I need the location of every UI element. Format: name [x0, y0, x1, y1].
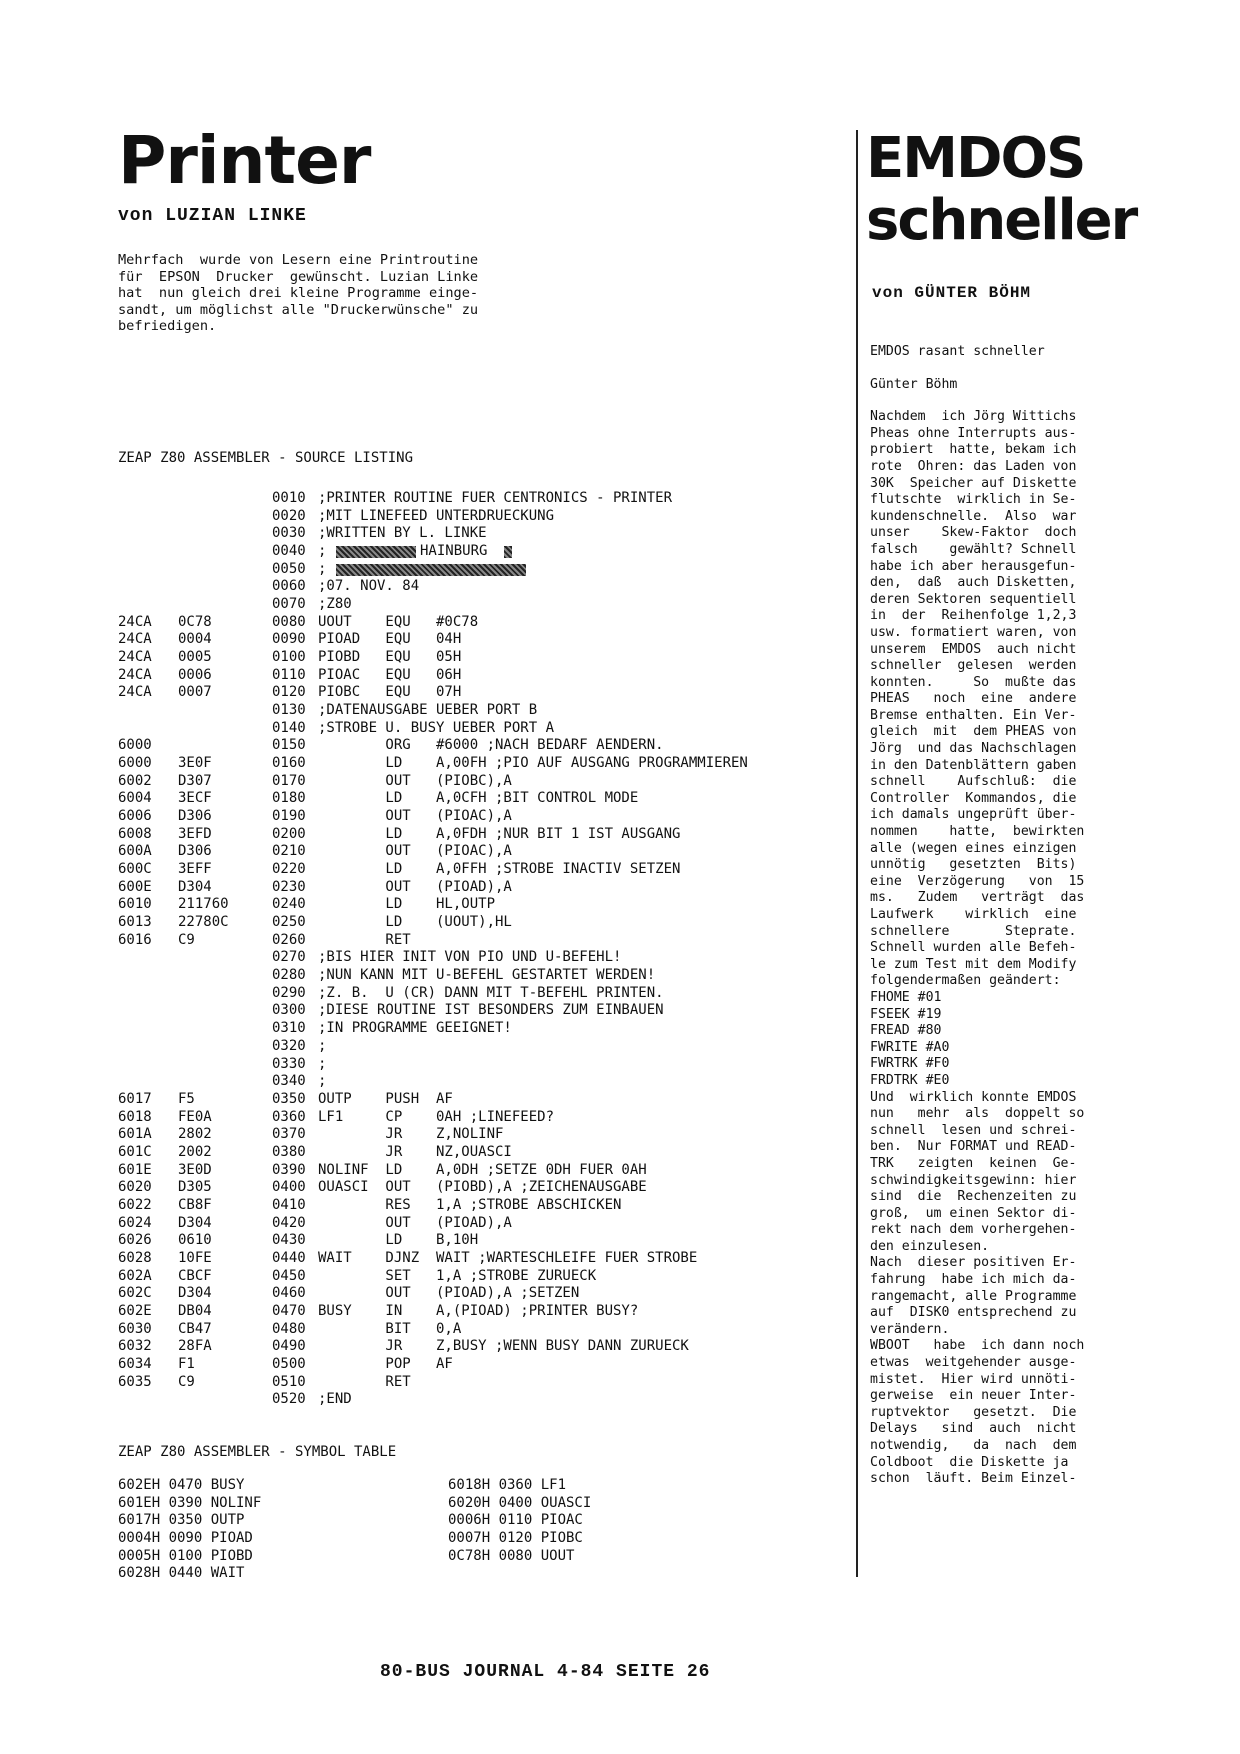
listing-line-number: 0030 — [272, 525, 306, 542]
listing-machine-code: FE0A — [178, 1108, 212, 1125]
body-line: unser Skew-Faktor doch — [870, 525, 1077, 541]
listing-source: PIOBC EQU 07H — [318, 684, 462, 701]
listing-machine-code: D304 — [178, 1285, 212, 1302]
listing-address: 6017 — [118, 1090, 152, 1107]
listing-address: 600E — [118, 878, 152, 895]
body-line: FSEEK #19 — [870, 1006, 942, 1022]
listing-source: LD A,0FFH ;STROBE INACTIV SETZEN — [318, 861, 681, 878]
listing-machine-code: 3EFF — [178, 861, 212, 878]
listing-source: JR Z,BUSY ;WENN BUSY DANN ZURUECK — [318, 1338, 689, 1355]
body-line: unserem EMDOS auch nicht — [870, 641, 1077, 657]
listing-machine-code: D307 — [178, 772, 212, 789]
body-line: notwendig, da nach dem — [870, 1438, 1077, 1453]
listing-address: 6018 — [118, 1108, 152, 1125]
body-line: in der Reihenfolge 1,2,3 — [870, 608, 1077, 624]
listing-machine-code: 2802 — [178, 1126, 212, 1143]
listing-line-number: 0210 — [272, 843, 306, 860]
listing-source: POP AF — [318, 1355, 453, 1372]
listing-source: PIOAC EQU 06H — [318, 666, 462, 683]
listing-machine-code: 0610 — [178, 1232, 212, 1249]
listing-machine-code: 10FE — [178, 1249, 212, 1266]
body-line: Delays sind auch nicht — [870, 1421, 1077, 1437]
listing-source: WAIT DJNZ WAIT ;WARTESCHLEIFE FUER STROBE — [318, 1249, 698, 1266]
listing-machine-code: D306 — [178, 843, 212, 860]
body-line: schnell Aufschluß: die — [870, 774, 1077, 790]
listing-line-number: 0010 — [272, 490, 306, 506]
listing-source: ; — [318, 560, 327, 577]
body-line: FHOME #01 — [870, 989, 942, 1005]
listing-line-number: 0480 — [272, 1320, 306, 1337]
body-line: Jörg und das Nachschlagen — [870, 741, 1077, 757]
body-line: FWRITE #A0 — [870, 1039, 950, 1055]
listing-machine-code: D304 — [178, 1214, 212, 1231]
listing-address: 600A — [118, 843, 152, 860]
body-line: folgendermaßen geändert: — [870, 973, 1061, 989]
listing-source: ;BIS HIER INIT VON PIO UND U-BEFEHL! — [318, 949, 622, 966]
listing-address: 6030 — [118, 1320, 152, 1337]
redaction-block — [336, 564, 526, 576]
listing-source: LD HL,OUTP — [318, 896, 496, 913]
listing-source: RET — [318, 931, 411, 948]
body-line: nommen hatte, bewirkten — [870, 824, 1085, 840]
body-line: Schnell wurden alle Befeh- — [870, 940, 1077, 956]
listing-machine-code: CBCF — [178, 1267, 212, 1284]
listing-line-number: 0050 — [272, 560, 306, 577]
listing-source: BIT 0,A — [318, 1320, 462, 1337]
listing-line-number: 0430 — [272, 1232, 306, 1249]
listing-address: 6028 — [118, 1249, 152, 1266]
listing-line-number: 0110 — [272, 666, 306, 683]
listing-source: PIOAD EQU 04H — [318, 631, 462, 648]
listing-line-number: 0190 — [272, 808, 306, 825]
body-line: gleich mit dem PHEAS von — [870, 724, 1077, 740]
body-line: schneller gelesen werden — [870, 658, 1077, 674]
intro-line: für EPSON Drucker gewünscht. Luzian Linke — [118, 268, 479, 285]
listing-address: 6020 — [118, 1179, 152, 1196]
listing-address: 6004 — [118, 790, 152, 807]
body-line: rangemacht, alle Programme — [870, 1288, 1077, 1304]
body-line: groß, um einen Sektor di- — [870, 1205, 1077, 1221]
listing-address: 24CA — [118, 666, 152, 683]
listing-address: 6016 — [118, 931, 152, 948]
listing-address: 6000 — [118, 755, 152, 772]
body-line: Controller Kommandos, die — [870, 790, 1077, 806]
symbol-entry: 0C78H 0080 UOUT — [448, 1547, 575, 1564]
sidebar-article-body — [870, 344, 1150, 1488]
listing-source: ; — [318, 1037, 327, 1054]
listing-line-number: 0310 — [272, 1020, 306, 1037]
body-line: rote Ohren: das Laden von — [870, 458, 1077, 474]
body-line: habe ich aber herausgefun- — [870, 558, 1077, 574]
listing-line-number: 0390 — [272, 1161, 306, 1178]
listing-line-number: 0270 — [272, 949, 306, 966]
listing-machine-code: 0007 — [178, 684, 212, 701]
listing-source: JR Z,NOLINF — [318, 1126, 504, 1143]
symbol-entry: 6018H 0360 LF1 — [448, 1477, 567, 1493]
symbol-entry: 6028H 0440 WAIT — [118, 1565, 245, 1582]
listing-address: 6013 — [118, 914, 152, 931]
listing-source: RES 1,A ;STROBE ABSCHICKEN — [318, 1196, 622, 1213]
body-line: Nachdem ich Jörg Wittichs — [870, 409, 1077, 425]
listing-line-number: 0360 — [272, 1108, 306, 1125]
body-line: Nach dieser positiven Er- — [870, 1255, 1077, 1271]
listing-address: 601E — [118, 1161, 152, 1178]
intro-line: befriedigen. — [118, 318, 217, 334]
body-line: probiert hatte, bekam ich — [870, 442, 1077, 458]
body-line: ich damals ungeprüft über- — [870, 807, 1077, 823]
listing-machine-code: 2002 — [178, 1143, 212, 1160]
article-title: Printer — [118, 122, 371, 199]
body-line: FRDTRK #E0 — [870, 1072, 950, 1088]
body-line: flutschte wirklich in Se- — [870, 492, 1077, 508]
listing-source: ;NUN KANN MIT U-BEFEHL GESTARTET WERDEN! — [318, 967, 656, 984]
listing-address: 602E — [118, 1302, 152, 1319]
listing-machine-code: D306 — [178, 808, 212, 825]
body-line: ben. Nur FORMAT und READ- — [870, 1139, 1077, 1155]
listing-machine-code: 3EFD — [178, 825, 212, 842]
symbol-entry: 0007H 0120 PIOBC — [448, 1530, 583, 1547]
article-author: von LUZIAN LINKE — [118, 206, 307, 226]
sidebar-article-title — [866, 128, 1136, 252]
listing-source: OUTP PUSH AF — [318, 1090, 453, 1107]
listing-source: NOLINF LD A,0DH ;SETZE 0DH FUER 0AH — [318, 1161, 647, 1178]
body-line: Bremse enthalten. Ein Ver- — [870, 707, 1077, 723]
listing-line-number: 0420 — [272, 1214, 306, 1231]
body-line: mistet. Hier wird unnöti- — [870, 1371, 1077, 1387]
listing-source: ; — [318, 1073, 327, 1090]
listing-line-number: 0440 — [272, 1249, 306, 1266]
listing-line-number: 0180 — [272, 790, 306, 807]
listing-line-number: 0350 — [272, 1090, 306, 1107]
listing-machine-code: 3ECF — [178, 790, 212, 807]
listing-address: 6008 — [118, 825, 152, 842]
body-line: auf DISK0 entsprechend zu — [870, 1305, 1077, 1321]
listing-machine-code: 0005 — [178, 649, 212, 666]
listing-machine-code: F1 — [178, 1355, 195, 1372]
listing-line-number: 0520 — [272, 1391, 306, 1408]
listing-line-number: 0340 — [272, 1073, 306, 1090]
listing-address: 6000 — [118, 737, 152, 754]
article-intro — [118, 252, 608, 335]
listing-address: 600C — [118, 861, 152, 878]
symbol-entry: 0005H 0100 PIOBD — [118, 1547, 253, 1564]
listing-address: 6010 — [118, 896, 152, 913]
listing-address: 6024 — [118, 1214, 152, 1231]
intro-line: hat nun gleich drei kleine Programme einge- — [118, 285, 479, 301]
listing-source: JR NZ,OUASCI — [318, 1143, 512, 1160]
sidebar-title-line: schneller — [866, 188, 1137, 253]
listing-line-number: 0170 — [272, 772, 306, 789]
listing-source: ;WRITTEN BY L. LINKE — [318, 525, 487, 542]
listing-machine-code: C9 — [178, 1373, 195, 1390]
listing-source: ;Z80 — [318, 596, 352, 613]
sidebar-subtitle: EMDOS rasant schneller — [870, 344, 1045, 359]
listing-line-number: 0510 — [272, 1373, 306, 1390]
column-divider — [856, 130, 858, 1577]
listing-address: 602C — [118, 1285, 152, 1302]
listing-source: PIOBD EQU 05H — [318, 649, 462, 666]
listing-source: UOUT EQU #0C78 — [318, 613, 479, 630]
listing-source: ; — [318, 543, 327, 560]
body-line: FREAD #80 — [870, 1023, 942, 1039]
listing-line-number: 0380 — [272, 1143, 306, 1160]
body-line: PHEAS noch eine andere — [870, 691, 1077, 707]
listing-address: 24CA — [118, 613, 152, 630]
listing-machine-code: D305 — [178, 1179, 212, 1196]
body-line: eine Verzögerung von 15 — [870, 873, 1085, 889]
body-line: falsch gewählt? Schnell — [870, 541, 1077, 557]
listing-machine-code: 211760 — [178, 896, 229, 913]
listing-line-number: 0290 — [272, 984, 306, 1001]
listing-line-number: 0020 — [272, 507, 306, 524]
body-line: schnell lesen und schrei- — [870, 1122, 1077, 1138]
symbol-entry: 6020H 0400 OUASCI — [448, 1494, 592, 1511]
body-line: den einzulesen. — [870, 1238, 990, 1254]
body-line: Und wirklich konnte EMDOS — [870, 1089, 1077, 1105]
sidebar-article-author: von GÜNTER BÖHM — [872, 284, 1032, 302]
body-line: gerweise ein neuer Inter- — [870, 1388, 1077, 1404]
body-line: in den Datenblättern gaben — [870, 757, 1077, 773]
sidebar-byline: Günter Böhm — [870, 376, 958, 392]
listing-line-number: 0060 — [272, 578, 306, 595]
listing-header: ZEAP Z80 ASSEMBLER - SOURCE LISTING — [118, 450, 414, 466]
listing-address: 6032 — [118, 1338, 152, 1355]
listing-line-number: 0150 — [272, 737, 306, 754]
listing-address: 601A — [118, 1126, 152, 1143]
body-line: nun mehr als doppelt so — [870, 1106, 1085, 1122]
listing-line-number: 0460 — [272, 1285, 306, 1302]
listing-source: ;MIT LINEFEED UNTERDRUECKUNG — [318, 507, 555, 524]
body-line: kundenschnelle. Also war — [870, 508, 1077, 524]
symbol-entry: 0004H 0090 PIOAD — [118, 1530, 253, 1547]
listing-machine-code: C9 — [178, 931, 195, 948]
intro-line: sandt, um möglichst alle "Druckerwünsche" zu — [118, 301, 479, 318]
body-line: Pheas ohne Interrupts aus- — [870, 425, 1077, 441]
listing-line-number: 0490 — [272, 1338, 306, 1355]
body-line: deren Sektoren sequentiell — [870, 591, 1077, 607]
body-line: den, daß auch Disketten, — [870, 575, 1077, 591]
body-line: rekt nach dem vorhergehen- — [870, 1222, 1077, 1238]
listing-machine-code: 0004 — [178, 631, 212, 648]
body-line: le zum Test mit dem Modify — [870, 956, 1077, 972]
listing-line-number: 0040 — [272, 543, 306, 560]
listing-source: ;END — [318, 1391, 352, 1408]
listing-source: ;IN PROGRAMME GEEIGNET! — [318, 1020, 512, 1037]
listing-source: OUT (PIOAD),A ;SETZEN — [318, 1285, 580, 1302]
listing-source: BUSY IN A,(PIOAD) ;PRINTER BUSY? — [318, 1302, 639, 1319]
listing-address: 6022 — [118, 1196, 152, 1213]
listing-line-number: 0240 — [272, 896, 306, 913]
body-line: usw. formatiert waren, von — [870, 624, 1077, 640]
symbol-entry: 602EH 0470 BUSY — [118, 1477, 245, 1493]
body-line: schwindigkeitsgewinn: hier — [870, 1172, 1077, 1188]
listing-line-number: 0260 — [272, 931, 306, 948]
listing-line-number: 0410 — [272, 1196, 306, 1213]
symbol-entry: 0006H 0110 PIOAC — [448, 1512, 583, 1529]
page-footer: 80-BUS JOURNAL 4-84 SEITE 26 — [380, 1662, 711, 1682]
listing-source: SET 1,A ;STROBE ZURUECK — [318, 1267, 597, 1284]
listing-source: LD A,0CFH ;BIT CONTROL MODE — [318, 790, 639, 807]
listing-source: LD (UOUT),HL — [318, 914, 512, 931]
listing-source: ;STROBE U. BUSY UEBER PORT A — [318, 719, 555, 736]
redaction-block — [504, 546, 512, 558]
listing-source: OUT (PIOAC),A — [318, 808, 512, 825]
listing-address: 6006 — [118, 808, 152, 825]
listing-machine-code: DB04 — [178, 1302, 212, 1319]
listing-source: LF1 CP 0AH ;LINEFEED? — [318, 1108, 555, 1125]
listing-line-number: 0080 — [272, 613, 306, 630]
listing-address: 6034 — [118, 1355, 152, 1372]
listing-line-number: 0370 — [272, 1126, 306, 1143]
body-line: schnellere Steprate. — [870, 923, 1077, 939]
body-line: TRK zeigten keinen Ge- — [870, 1155, 1077, 1171]
listing-source: ;DIESE ROUTINE IST BESONDERS ZUM EINBAUEN — [318, 1002, 664, 1019]
body-line: Laufwerk wirklich eine — [870, 907, 1077, 922]
listing-line-number: 0200 — [272, 825, 306, 842]
body-line: alle (wegen eines einzigen — [870, 840, 1077, 856]
listing-source: ;PRINTER ROUTINE FUER CENTRONICS - PRINTER — [318, 490, 673, 506]
listing-source: ;DATENAUSGABE UEBER PORT B — [318, 702, 538, 719]
listing-line-number: 0220 — [272, 861, 306, 878]
listing-line-number: 0250 — [272, 914, 306, 931]
body-line: etwas weitgehender ausge- — [870, 1355, 1077, 1371]
listing-address: 6026 — [118, 1232, 152, 1249]
redaction-block — [336, 546, 416, 558]
listing-source: ORG #6000 ;NACH BEDARF AENDERN. — [318, 737, 664, 754]
listing-line-number: 0330 — [272, 1055, 306, 1072]
symbol-table-header: ZEAP Z80 ASSEMBLER - SYMBOL TABLE — [118, 1444, 397, 1460]
listing-line-number: 0100 — [272, 649, 306, 666]
listing-address: 6002 — [118, 772, 152, 789]
listing-address: 24CA — [118, 631, 152, 648]
body-line: ruptvektor gesetzt. Die — [870, 1404, 1077, 1420]
listing-source: RET — [318, 1373, 411, 1390]
body-line: sind die Rechenzeiten zu — [870, 1189, 1077, 1205]
listing-machine-code: 3E0D — [178, 1161, 212, 1178]
listing-source: ;07. NOV. 84 — [318, 578, 420, 595]
listing-source: LD A,00FH ;PIO AUF AUSGANG PROGRAMMIEREN — [318, 755, 748, 772]
listing-address: 6035 — [118, 1373, 152, 1390]
body-line: WBOOT habe ich dann noch — [870, 1338, 1085, 1354]
listing-line-number: 0450 — [272, 1267, 306, 1284]
listing-redacted-text: HAINBURG — [420, 543, 488, 560]
listing-address: 602A — [118, 1267, 152, 1284]
listing-machine-code: 28FA — [178, 1338, 212, 1355]
listing-machine-code: 3E0F — [178, 755, 212, 772]
listing-machine-code: D304 — [178, 878, 212, 895]
body-line: ms. Zudem verträgt das — [870, 890, 1085, 906]
listing-machine-code: 0C78 — [178, 613, 212, 630]
listing-line-number: 0470 — [272, 1302, 306, 1319]
listing-line-number: 0070 — [272, 596, 306, 613]
listing-address: 24CA — [118, 649, 152, 666]
body-line: 30K Speicher auf Diskette — [870, 475, 1077, 491]
listing-source: OUT (PIOAD),A — [318, 878, 512, 895]
listing-source: LD A,0FDH ;NUR BIT 1 IST AUSGANG — [318, 825, 681, 842]
listing-machine-code: 22780C — [178, 914, 229, 931]
body-line: fahrung habe ich mich da- — [870, 1272, 1077, 1288]
listing-machine-code: 0006 — [178, 666, 212, 683]
listing-source: LD B,10H — [318, 1232, 479, 1249]
intro-line: Mehrfach wurde von Lesern eine Printroutine — [118, 252, 479, 268]
listing-line-number: 0090 — [272, 631, 306, 648]
listing-machine-code: F5 — [178, 1090, 195, 1107]
listing-line-number: 0130 — [272, 702, 306, 719]
listing-line-number: 0230 — [272, 878, 306, 895]
listing-address: 24CA — [118, 684, 152, 701]
listing-source: OUT (PIOAD),A — [318, 1214, 512, 1231]
listing-line-number: 0500 — [272, 1355, 306, 1372]
listing-source: ; — [318, 1055, 327, 1072]
listing-line-number: 0320 — [272, 1037, 306, 1054]
symbol-entry: 601EH 0390 NOLINF — [118, 1494, 262, 1511]
listing-address: 601C — [118, 1143, 152, 1160]
listing-source: ;Z. B. U (CR) DANN MIT T-BEFEHL PRINTEN. — [318, 984, 664, 1001]
symbol-entry: 6017H 0350 OUTP — [118, 1512, 245, 1529]
body-line: konnten. So mußte das — [870, 674, 1077, 690]
listing-line-number: 0400 — [272, 1179, 306, 1196]
body-line: schon läuft. Beim Einzel- — [870, 1471, 1077, 1487]
body-line: verändern. — [870, 1321, 950, 1337]
sidebar-body-lines — [870, 409, 1150, 1488]
listing-source: OUT (PIOBC),A — [318, 772, 512, 789]
listing-source: OUT (PIOAC),A — [318, 843, 512, 860]
listing-line-number: 0140 — [272, 719, 306, 736]
body-line: FWRTRK #F0 — [870, 1056, 950, 1072]
body-line: unnötig gesetzten Bits) — [870, 857, 1077, 873]
listing-line-number: 0120 — [272, 684, 306, 701]
body-line: Coldboot die Diskette ja — [870, 1454, 1069, 1470]
listing-machine-code: CB47 — [178, 1320, 212, 1337]
listing-line-number: 0160 — [272, 755, 306, 772]
listing-line-number: 0280 — [272, 967, 306, 984]
sidebar-title-line: EMDOS — [866, 126, 1085, 191]
listing-machine-code: CB8F — [178, 1196, 212, 1213]
listing-source: OUASCI OUT (PIOBD),A ;ZEICHENAUSGABE — [318, 1179, 647, 1196]
listing-line-number: 0300 — [272, 1002, 306, 1019]
